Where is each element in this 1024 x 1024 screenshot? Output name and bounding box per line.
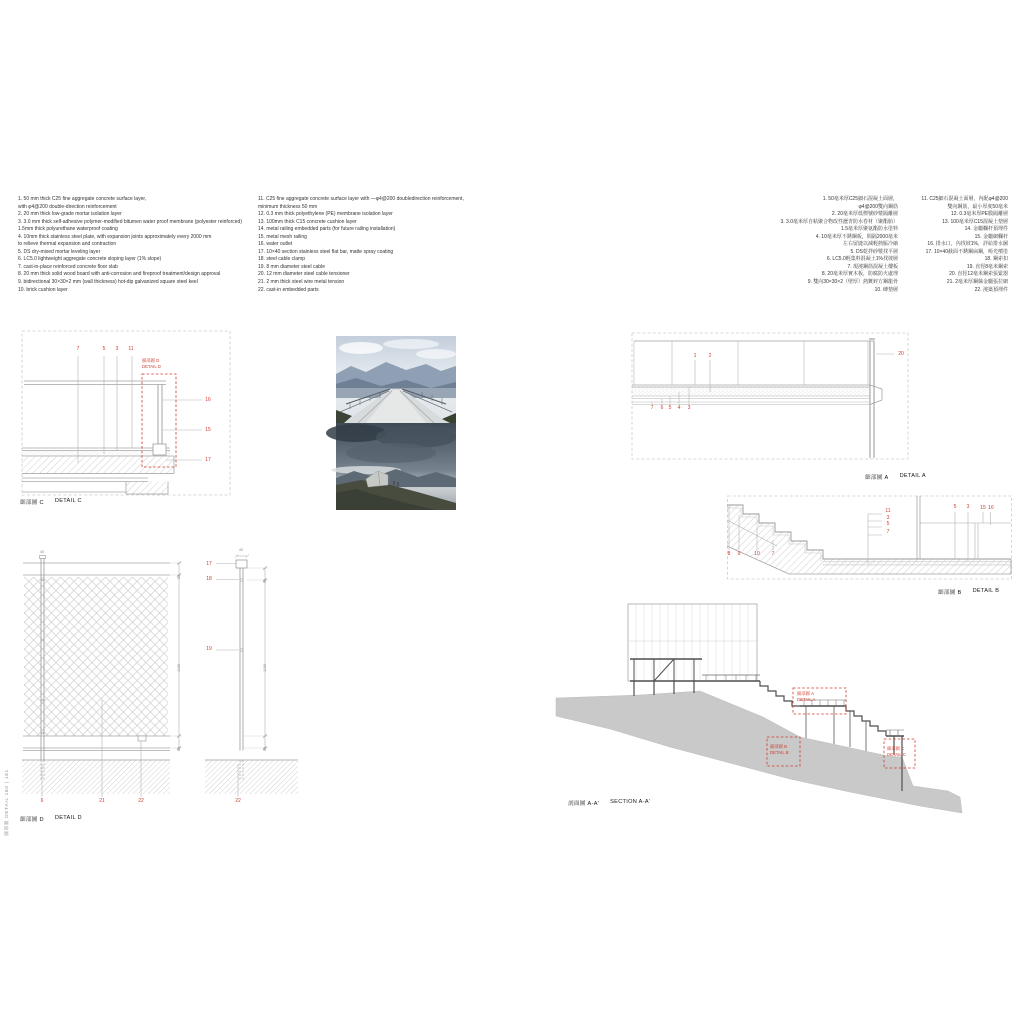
note-line: 12. 0.3毫米厚PE膜隔離層	[951, 211, 1008, 218]
dimension-rail-height: 1100	[263, 663, 267, 672]
callout-number: 7	[771, 551, 775, 557]
note-line: 左右留縫以減輕熱脹冷縮	[842, 241, 898, 248]
note-line: 6. LC5.0輕集料混凝土1%找坡層	[826, 256, 898, 263]
callout-number: 6	[660, 405, 664, 411]
detail-c-label: 細部圖 C DETAIL C	[20, 498, 82, 506]
note-line: 14. 金屬欄杆預埋件	[964, 226, 1008, 233]
note-line: 11. C25細石混凝土面層，內配φ4@200	[921, 196, 1008, 202]
note-line: with φ4@200 double-direction reinforcement	[18, 203, 117, 210]
notes-english-col1	[18, 196, 242, 294]
callout-number: 7	[886, 529, 890, 535]
note-line: 21. 2 mm thick steel wire metal tension	[258, 279, 345, 286]
note-line: 6. LC5.0 lightweight aggregate concrete sloping layer (1% slope)	[18, 256, 162, 263]
dimension-edge: 50	[177, 746, 181, 751]
section-label: 剖面圖 A-A' SECTION A-A'	[568, 799, 651, 807]
callout-number: 11	[128, 346, 134, 352]
callout-number: 16	[988, 505, 994, 511]
callout-number: 1	[693, 353, 697, 359]
note-line: 8. 20 mm thick solid wood board with anti-corrosion and fireproof treatment/design approval	[18, 271, 221, 278]
note-line: 10. brick cushion layer	[18, 286, 68, 293]
callout-number: 17	[205, 457, 211, 463]
photo-walkway	[336, 336, 456, 423]
dimension-edge: 50	[177, 574, 181, 579]
note-line: 18. 鋼索扣	[984, 256, 1008, 263]
callout-number: 3	[687, 405, 691, 411]
note-line: 20. 12 mm diameter steel cable tensioner	[258, 271, 350, 278]
note-line: 14. metal railing embedded parts (for future railing installation)	[258, 226, 396, 233]
callout-number: 8	[727, 551, 731, 557]
note-line: 1.5mm thick polyurethane waterproof coating	[18, 226, 118, 233]
callout-number: 4	[677, 405, 681, 411]
section-aa-drawing	[550, 595, 970, 830]
callout-number: 11	[885, 508, 891, 514]
note-line: 15. metal mesh railing	[258, 233, 307, 240]
note-line: 3. 3.0 mm thick self-adhesive polymer-modified bitumen water proof membrane (polyester reinforced)	[18, 218, 242, 225]
callout-number: 5	[102, 346, 106, 352]
detail-a-label: 細部圖 A DETAIL A	[865, 473, 926, 481]
note-line: 11. C25 fine aggregate concrete surface layer with —φ4@200 doubledirection reinforcement,	[258, 196, 464, 202]
note-line: 1. 50毫米厚C25細石混凝土面層，	[822, 196, 898, 202]
callout-number: 5	[953, 504, 957, 510]
callout-number: 16	[205, 397, 211, 403]
callout-number: 5	[668, 405, 672, 411]
detail-b-drawing	[725, 490, 1015, 585]
callout-number: 5	[886, 521, 890, 527]
note-line: 22. 澆築預埋件	[974, 286, 1008, 293]
callout-number: 19	[206, 646, 212, 652]
callout-number: 3	[966, 504, 970, 510]
section-ref-detail-a: 細部圖 A DETAIL A	[797, 691, 816, 702]
note-line: 7. 現澆鋼筋混凝土樓板	[847, 263, 898, 270]
note-line: 12. 0.3 mm thick polyethylene (PE) membrane isolation layer	[258, 211, 393, 218]
note-line: 16. 排水口，內找坡1%，詳給排水圖	[927, 241, 1008, 248]
callout-number: 17	[206, 561, 212, 567]
detail-d-label: 細部圖 D DETAIL D	[20, 815, 82, 823]
detail-b-label: 細部圖 B DETAIL B	[938, 588, 1000, 596]
note-line: 15. 金屬網欄杆	[974, 233, 1008, 240]
note-line: 1.5毫米厚聚氨酯防水塗料	[841, 226, 898, 233]
callout-number: 7	[650, 405, 654, 411]
callout-number: 6	[40, 798, 44, 804]
note-line: 22. cast-in embedded parts	[258, 286, 319, 293]
callout-number: 21	[99, 798, 105, 804]
notes-english-col2	[258, 196, 464, 294]
note-line: 21. 2毫米厚鋼絲金屬張拉網	[946, 279, 1008, 286]
photo-hillside	[336, 423, 456, 510]
callout-number: 15	[205, 427, 211, 433]
dimension-rail-height: 1100	[177, 663, 181, 672]
section-ref-detail-c: 細部圖 C DETAIL C	[887, 746, 906, 757]
note-line: 16. water outlet	[258, 241, 293, 248]
note-line: 雙向鋼筋，最小厚度50毫米	[947, 203, 1008, 210]
page-edge-label: 細部圖 DETAIL 160 | 161	[4, 769, 9, 836]
note-line: 9. 雙向30×30×2（壁厚）熱鍍鋅方鋼龍骨	[807, 279, 898, 286]
dimension-edge: 50	[263, 578, 267, 583]
note-line: 13. 100毫米厚C15混凝土墊層	[942, 218, 1008, 225]
note-line: 17. 10×40 section stainless steel flat bar, matte spray coating	[258, 248, 394, 255]
dimension-edge: 50	[263, 746, 267, 751]
section-ref-detail-b: 細部圖 B DETAIL B	[770, 744, 789, 755]
note-line: 3. 3.0毫米厚自粘聚合物改性瀝青防水卷材（聚酯胎）	[780, 218, 898, 225]
dimension-bar-width: 40	[39, 550, 45, 554]
note-line: 18. steel cable clamp	[258, 256, 305, 263]
callout-number: 22	[138, 798, 144, 804]
note-line: 13. 100mm thick C15 concrete cushion layer	[258, 218, 357, 225]
note-line: 7. cast-in-place reinforced concrete floor slab	[18, 263, 118, 270]
note-line: 19. 8 mm diameter steel cable	[258, 263, 325, 270]
note-line: 9. bidirectional 30×30×2 mm (wall thickness) hot-dip galvanized square steel keel	[18, 279, 198, 286]
detail-a-drawing	[630, 330, 920, 470]
note-line: 5. DS乾拌砂漿找平層	[850, 248, 898, 255]
callout-number: 3	[886, 515, 890, 521]
callout-number: 7	[76, 346, 80, 352]
note-line: 17. 10×40截面不銹鋼扁鋼，啞光噴塗	[925, 248, 1008, 255]
detail-c-drawing	[20, 330, 232, 500]
callout-number: 2	[708, 353, 712, 359]
callout-number: 3	[115, 346, 119, 352]
note-line: 10. 磚墊層	[874, 286, 898, 293]
notes-chinese-col2	[812, 196, 1008, 294]
note-line: 4. 10mm thick stainless steel plate, with expansion joints approximately every 2000 mm	[18, 233, 212, 240]
callout-number: 18	[206, 576, 212, 582]
note-line: 8. 20毫米厚實木板，防腐防火處理	[821, 271, 898, 278]
detail-d-reference-tag: 細部圖 D DETAIL D	[142, 358, 161, 369]
note-line: φ4@200雙向鋼筋	[858, 203, 898, 210]
note-line: 20. 直徑12毫米鋼索張緊器	[949, 271, 1008, 278]
note-line: 2. 20 mm thick low-grade mortar isolation layer	[18, 211, 122, 218]
callout-number: 20	[898, 351, 904, 357]
note-line: 5. DS dry-mixed mortar leveling layer	[18, 248, 101, 255]
dimension-bar-width: 40	[238, 548, 244, 552]
note-line: 4. 10毫米厚不銹鋼板，間隔2000毫米	[815, 233, 898, 240]
detail-d-drawing	[20, 550, 300, 815]
note-line: 19. 直徑8毫米鋼索	[966, 263, 1008, 270]
note-line: 2. 20毫米厚低標號砂漿隔離層	[831, 211, 898, 218]
callout-number: 10	[754, 551, 760, 557]
callout-number: 9	[737, 551, 741, 557]
callout-number: 22	[235, 798, 241, 804]
note-line: to relieve thermal expansion and contraction	[18, 241, 117, 248]
note-line: minimum thickness 50 mm	[258, 203, 318, 210]
note-line: 1. 50 mm thick C25 fine aggregate concrete surface layer,	[18, 196, 147, 202]
callout-number: 15	[980, 505, 986, 511]
